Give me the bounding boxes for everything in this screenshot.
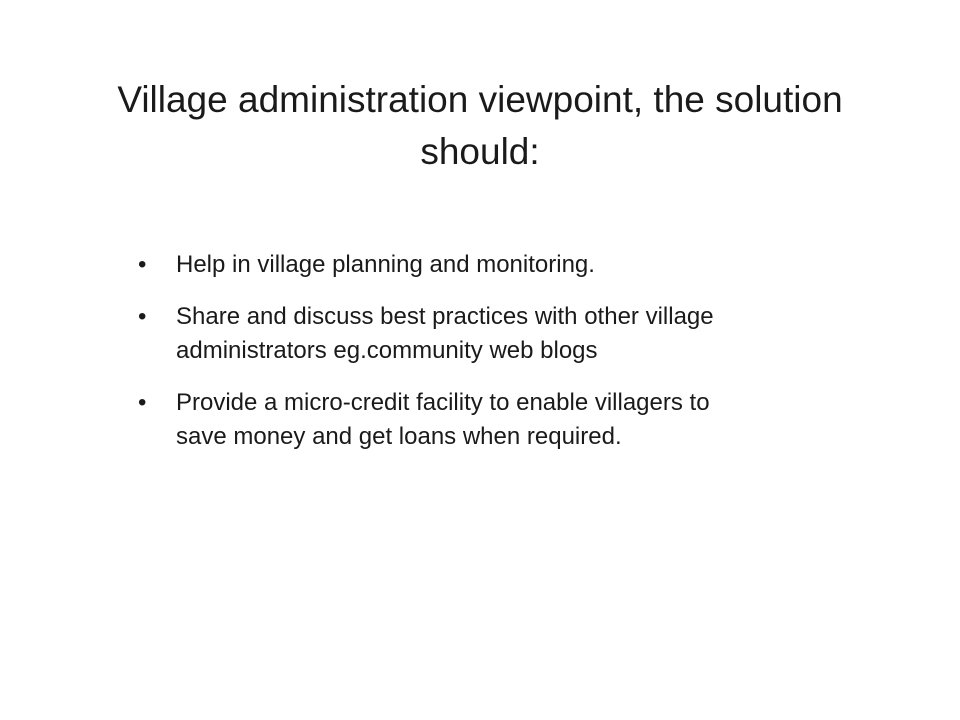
bullet-item-micro-credit (138, 386, 898, 454)
bullet-list (138, 248, 898, 472)
bullet-icon: • (138, 251, 147, 278)
slide-title (40, 74, 920, 178)
bullet-icon: • (138, 303, 147, 330)
bullet-icon: • (138, 389, 147, 416)
bullet-text: Share and discuss best practices with other village administrators eg.community web blogs (176, 303, 714, 364)
bullet-item-best-practices (138, 300, 898, 368)
slide-title-line-2: should: (420, 131, 540, 172)
bullet-text: Help in village planning and monitoring. (176, 251, 595, 278)
bullet-text: Provide a micro-credit facility to enable villagers to save money and get loans when required. (176, 389, 710, 450)
slide-title-line-1: Village administration viewpoint, the solution (117, 79, 843, 120)
bullet-item-planning (138, 248, 898, 282)
